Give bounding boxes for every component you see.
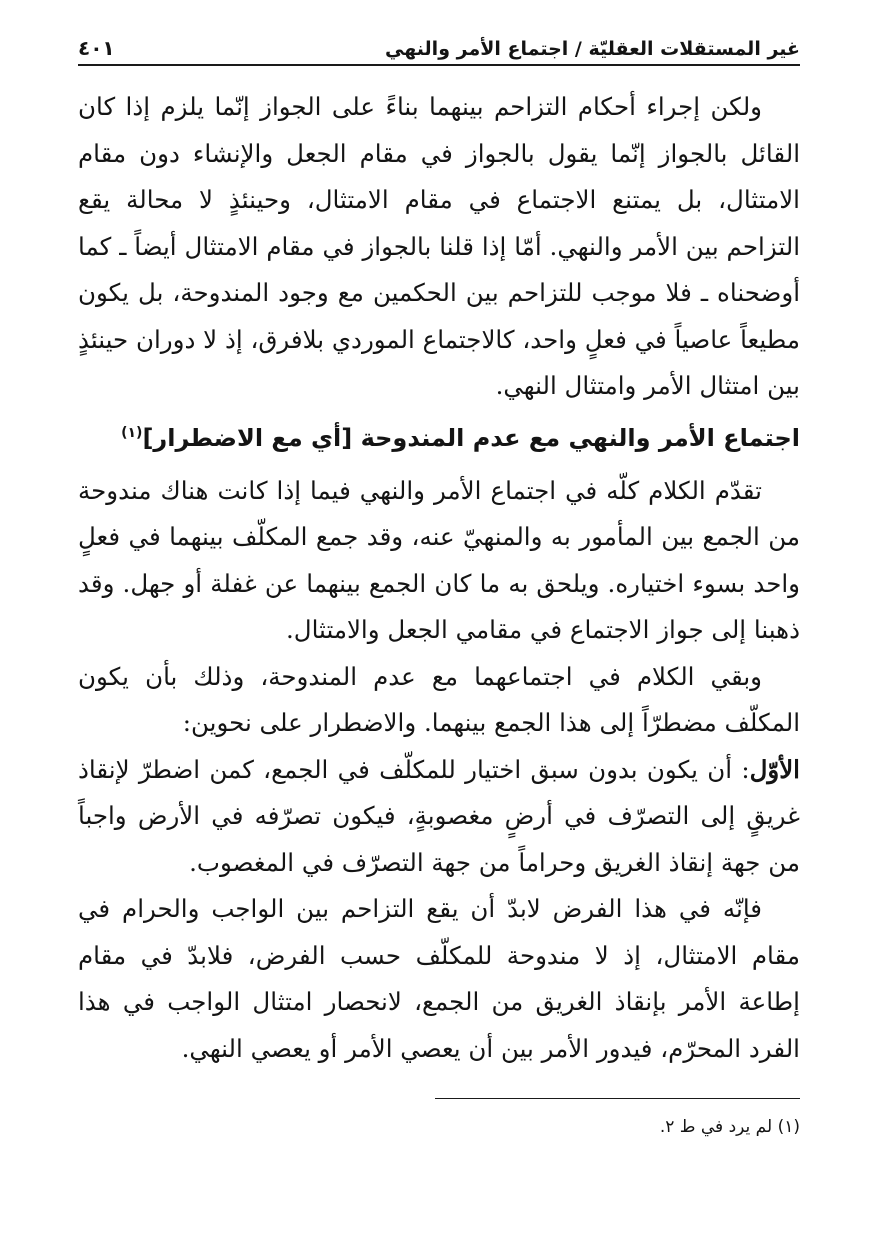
running-title: غير المستقلات العقليّة / اجتماع الأمر والنهي xyxy=(385,38,800,60)
section-heading xyxy=(78,414,800,462)
page-header xyxy=(78,30,800,66)
footnote: (١) لم يرد في ط ٢. xyxy=(659,1117,800,1137)
footnote-divider xyxy=(435,1098,800,1099)
first-kind-text: : أن يكون بدون سبق اختيار للمكلّف في الجمع، كمن اضطرّ لإنقاذ غريقٍ إلى التصرّف في أرضٍ مغصوبةٍ، فيكون تصرّفه في الأرض واجباً من جهة إنقاذ الغريق وحراماً من جهة التصرّف في المغصوب. xyxy=(78,754,800,877)
paragraph-1: ولكن إجراء أحكام التزاحم بينهما بناءً على الجواز إنّما يلزم إذا كان القائل بالجواز إنّما يقول بالجواز في مقام الجعل والإنشاء دون مقام الامتثال، بل يمتنع الاجتماع في مقام الامتثال، وحينئذٍ لا محالة يقع التزاحم بين الأمر والنهي. أمّا إذا قلنا بالجواز في مقام الامتثال أيضاً ـ كما أوضحناه ـ فلا موجب للتزاحم بين الحكمين مع وجود المندوحة، بل يكون مطيعاً عاصياً في فعلٍ واحد، كالاجتماع الموردي بلافرق، إذ لا دوران حينئذٍ بين امتثال الأمر وامتثال النهي. xyxy=(78,92,801,400)
section-heading-text: اجتماع الأمر والنهي مع عدم المندوحة [أي مع الاضطرار] xyxy=(142,423,800,452)
paragraph-2: تقدّم الكلام كلّه في اجتماع الأمر والنهي فيما إذا كانت هناك مندوحة من الجمع بين المأمور به والمنهيّ عنه، وقد جمع المكلّف بينهما في فعلٍ واحد بسوء اختياره. ويلحق به ما كان الجمع بينهما عن غفلة أو جهل. وقد ذهبنا إلى جواز الاجتماع في مقامي الجعل والامتثال. xyxy=(78,475,800,644)
book-page xyxy=(78,30,800,1230)
paragraph-3: وبقي الكلام في اجتماعهما مع عدم المندوحة، وذلك بأن يكون المكلّف مضطرّاً إلى هذا الجمع بينهما. والاضطرار على نحوين: xyxy=(78,661,800,737)
paragraph-closing: فإنّه في هذا الفرض لابدّ أن يقع التزاحم بين الواجب والحرام في مقام الامتثال، إذ لا مندوحة للمكلّف حسب الفرض، فلابدّ في مقام إطاعة الأمر بإنقاذ الغريق من الجمع، لانحصار امتثال الواجب في هذا الفرد المحرّم، فيدور الأمر بين أن يعصي الأمر أو يعصي النهي. xyxy=(78,894,800,1063)
paragraph-first-kind xyxy=(78,747,800,887)
page-number: ٤٠١ xyxy=(78,36,115,60)
footnote-reference: (١) xyxy=(121,424,143,441)
lead-word-first: الأوّل xyxy=(749,754,800,784)
main-text xyxy=(78,84,800,1072)
